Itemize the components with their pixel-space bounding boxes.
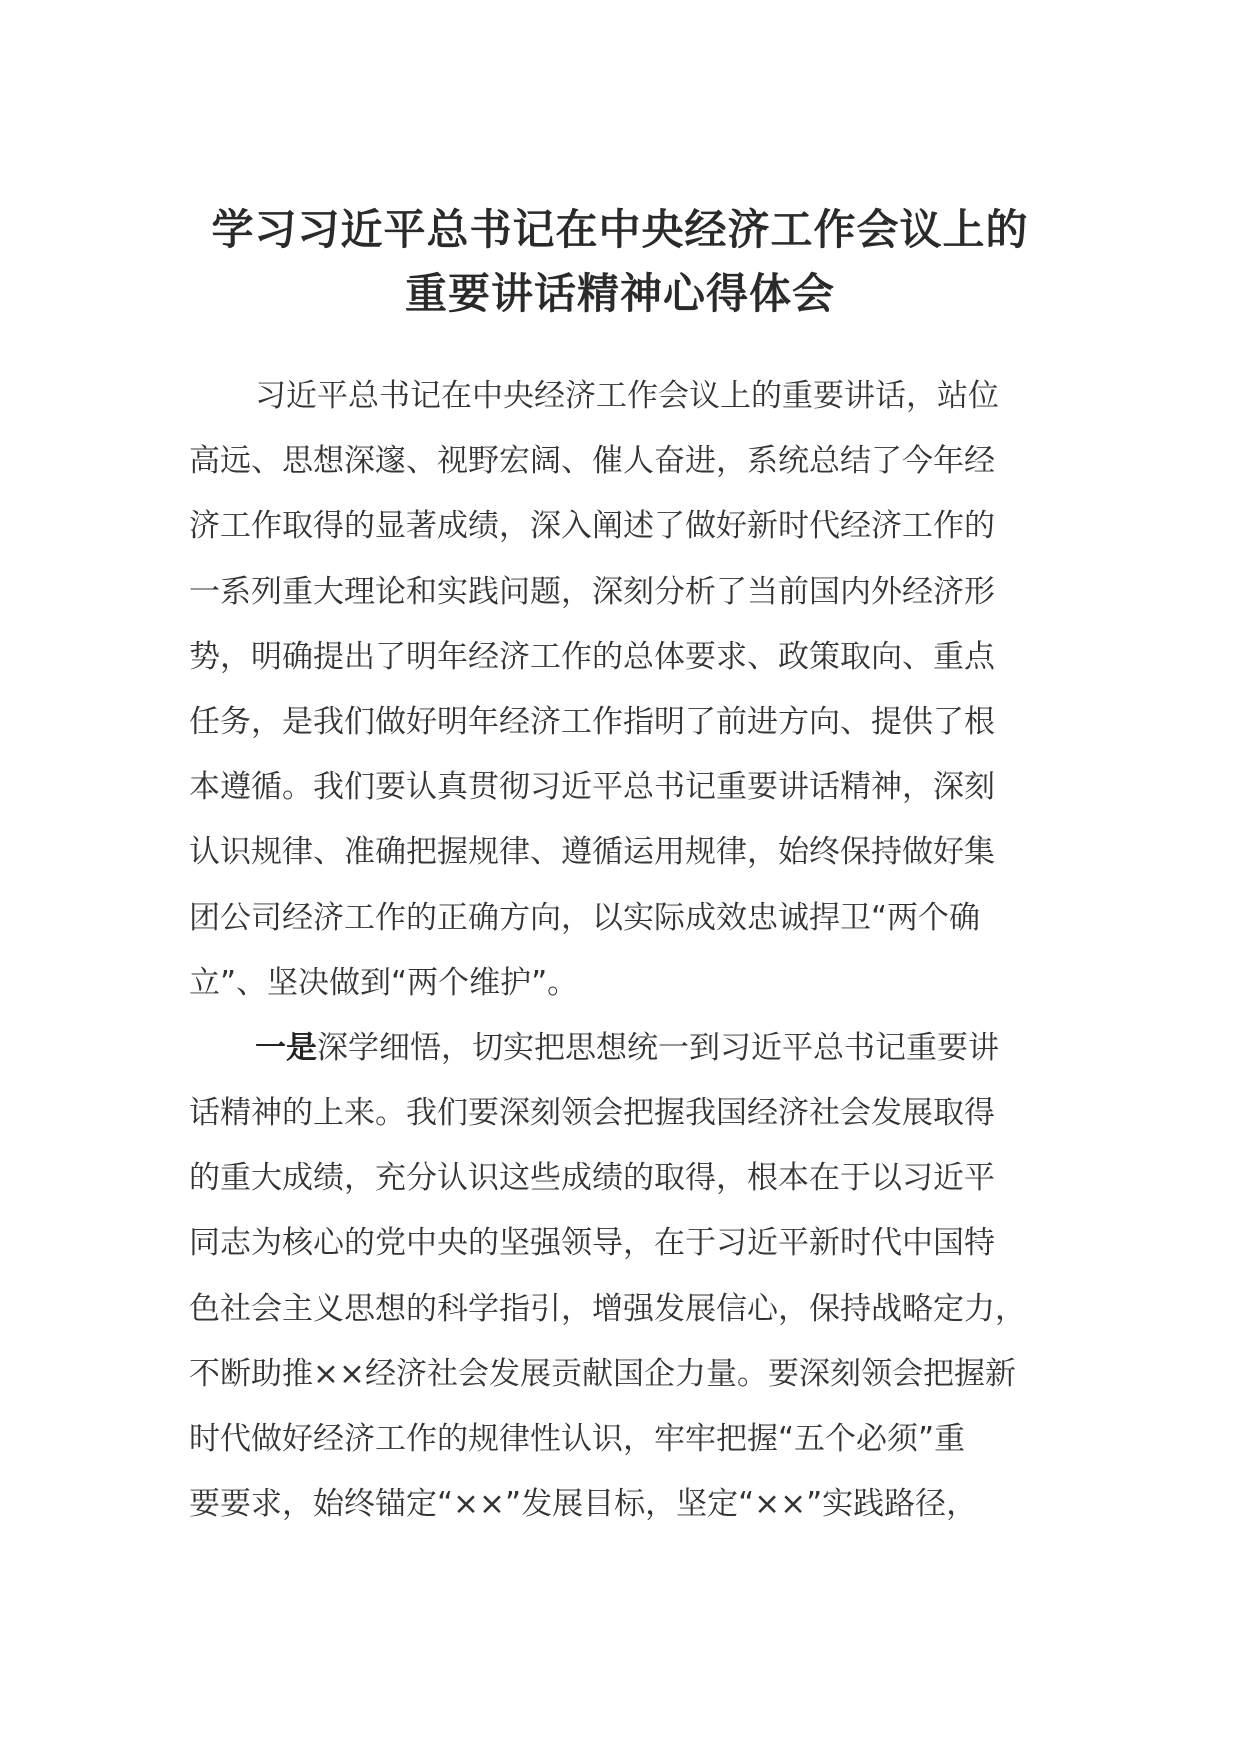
paragraph-intro bbox=[189, 364, 1069, 1016]
paragraph-line: 济工作取得的显著成绩，深入阐述了做好新时代经济工作的 bbox=[189, 508, 995, 545]
title-line-1: 学习习近平总书记在中央经济工作会议上的 bbox=[211, 205, 1029, 254]
paragraph-line: 要要求，始终锚定“××”发展目标，坚定“××”实践路径， bbox=[189, 1486, 978, 1523]
paragraph-line: 色社会主义思想的科学指引，增强发展信心，保持战略定力， bbox=[189, 1290, 1026, 1327]
paragraph-line: 任务，是我们做好明年经济工作指明了前进方向、提供了根 bbox=[189, 703, 995, 740]
paragraph-line: 认识规律、准确把握规律、遵循运用规律，始终保持做好集 bbox=[189, 834, 995, 871]
point-lead: 一是 bbox=[255, 1029, 317, 1066]
paragraph-line: 不断助推××经济社会发展贡献国企力量。要深刻领会把握新 bbox=[189, 1355, 1016, 1392]
document-body bbox=[189, 364, 1069, 1537]
paragraph-line: 一系列重大理论和实践问题，深刻分析了当前国内外经济形 bbox=[189, 573, 995, 610]
paragraph-line: 团公司经济工作的正确方向，以实际成效忠诚捍卫“两个确 bbox=[189, 899, 981, 936]
paragraph-line: 同志为核心的党中央的坚强领导，在于习近平新时代中国特 bbox=[189, 1225, 995, 1262]
paragraph-line: 本遵循。我们要认真贯彻习近平总书记重要讲话精神，深刻 bbox=[189, 769, 995, 806]
title-line-2: 重要讲话精神心得体会 bbox=[404, 269, 835, 318]
paragraph-point-one bbox=[189, 1016, 1069, 1538]
point-text: 深学细悟，切实把思想统一到习近平总书记重要讲 bbox=[317, 1029, 999, 1066]
paragraph-line: 立”、坚决做到“两个维护”。 bbox=[189, 964, 579, 1001]
document-title bbox=[150, 198, 1090, 326]
paragraph-line: 时代做好经济工作的规律性认识，牢牢把握“五个必须”重 bbox=[189, 1421, 966, 1457]
paragraph-line: 高远、思想深邃、视野宏阔、催人奋进，系统总结了今年经 bbox=[189, 443, 995, 480]
paragraph-line: 势，明确提出了明年经济工作的总体要求、政策取向、重点 bbox=[189, 638, 995, 675]
paragraph-line: 话精神的上来。我们要深刻领会把握我国经济社会发展取得 bbox=[189, 1095, 995, 1132]
paragraph-line bbox=[189, 1016, 1069, 1081]
paragraph-line: 的重大成绩，充分认识这些成绩的取得，根本在于以习近平 bbox=[189, 1160, 995, 1197]
paragraph-line: 习近平总书记在中央经济工作会议上的重要讲话，站位 bbox=[255, 378, 999, 414]
